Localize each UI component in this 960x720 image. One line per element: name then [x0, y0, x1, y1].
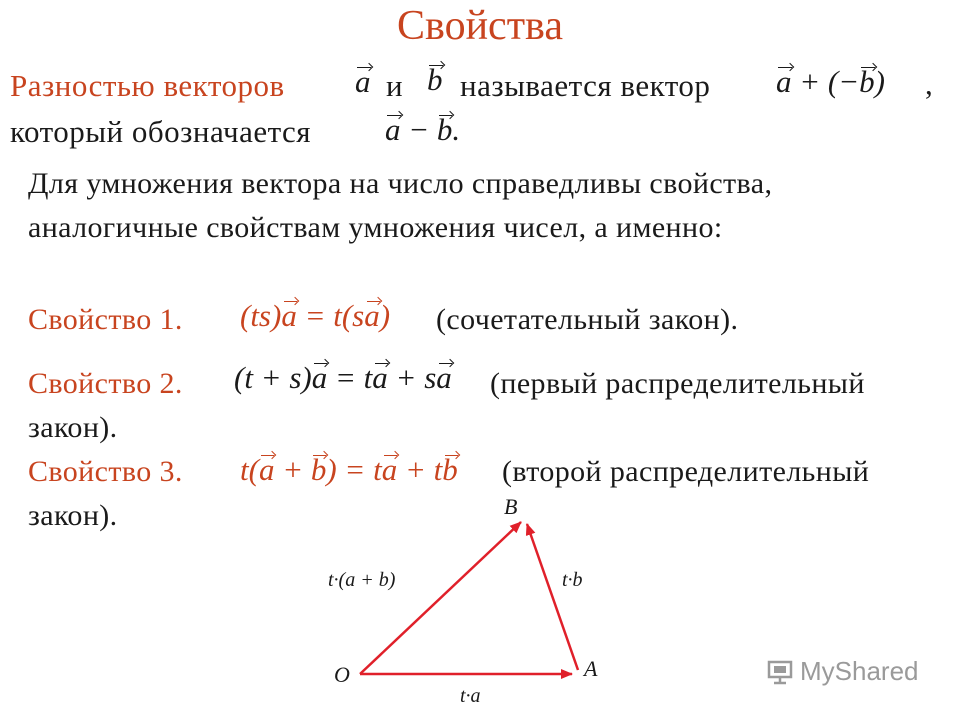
definition-comma: , — [925, 66, 934, 101]
property-1-desc: (сочетательный закон). — [436, 303, 739, 336]
page-title: Свойства — [397, 3, 563, 49]
definition-text-1: Разностью векторов — [10, 68, 285, 103]
property-3-desc: (второй распределительный — [502, 455, 870, 488]
difference-formula: a + (−b) — [776, 64, 885, 99]
watermark — [766, 656, 919, 687]
definition-text-2: называется вектор — [460, 68, 711, 103]
property-3-desc-cont: закон). — [28, 499, 118, 532]
point-a-label: A — [584, 656, 598, 681]
vector-ob-label: t·(a + b) — [328, 569, 396, 591]
property-2-formula: (t + s)a = ta + sa — [234, 360, 452, 395]
property-3-label: Свойство 3. — [28, 455, 183, 488]
vector-ab-label: t·b — [562, 569, 583, 591]
property-1-label: Свойство 1. — [28, 303, 183, 336]
definition-text-3: который обозначается — [10, 114, 312, 149]
property-2-desc-cont: закон). — [28, 411, 118, 444]
difference-notation: a − b. — [385, 112, 461, 147]
vector-triangle-diagram — [300, 490, 620, 710]
vector-ob-arrow — [360, 522, 521, 674]
point-b-label: B — [504, 494, 518, 519]
property-1-formula: (ts)a = t(sa) — [240, 298, 391, 333]
point-o-label: O — [334, 662, 350, 687]
vector-a-symbol: a — [355, 64, 371, 99]
vector-ab-arrow — [527, 524, 578, 670]
intro-line-1: Для умножения вектора на число справедливы свойства, — [28, 167, 773, 200]
presentation-icon — [766, 658, 794, 686]
vector-b-symbol: b — [427, 62, 443, 97]
vector-oa-label: t·a — [460, 685, 481, 707]
intro-line-2: аналогичные свойствам умножения чисел, а именно: — [28, 211, 723, 244]
property-2-desc: (первый распределительный — [490, 367, 865, 400]
property-2-label: Свойство 2. — [28, 367, 183, 400]
property-3-formula: t(a + b) = ta + tb — [240, 452, 458, 487]
watermark-text: MyShared — [800, 656, 919, 686]
definition-and: и — [386, 68, 404, 103]
